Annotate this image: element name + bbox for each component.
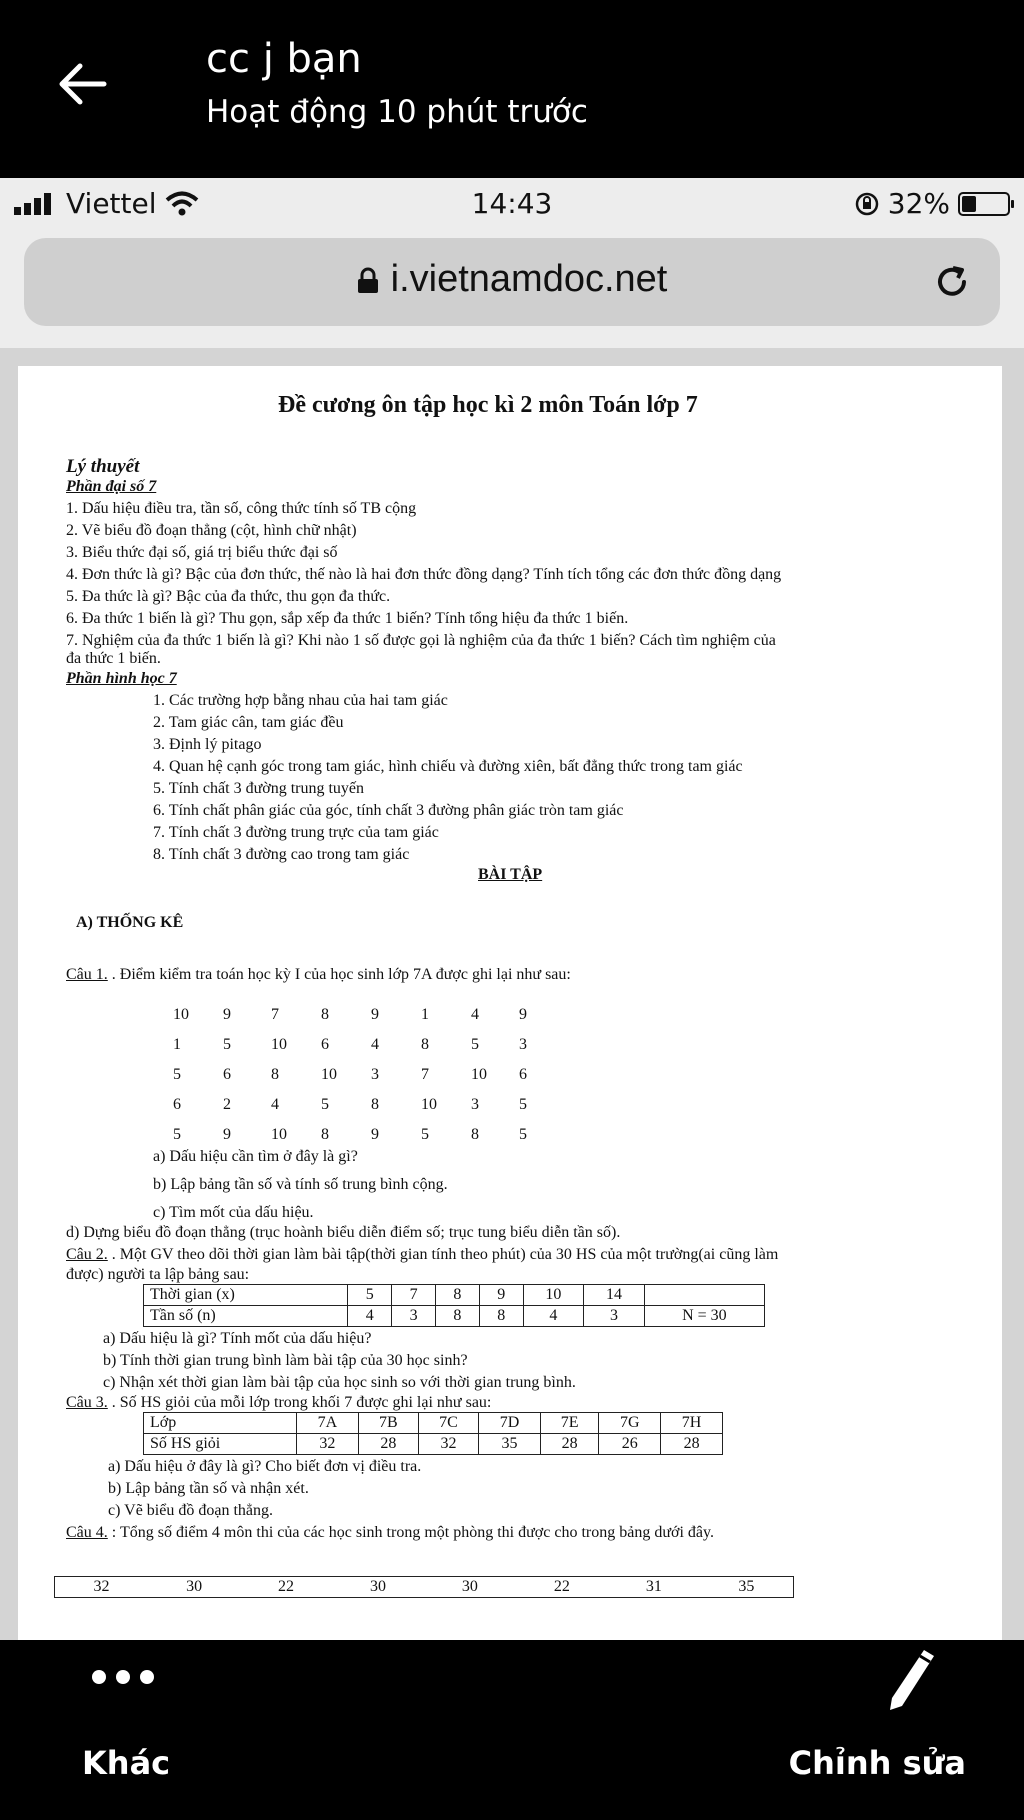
question-part: b) Tính thời gian trung bình làm bài tập của 30 học sinh? — [103, 1352, 468, 1369]
activity-time: Hoạt động 10 phút trước — [206, 94, 588, 130]
question-label: Câu 3. — [66, 1394, 108, 1411]
battery-icon — [958, 192, 1010, 216]
story-author: cc j bạn — [206, 36, 362, 82]
algebra-heading: Phần đại số 7 — [66, 478, 157, 495]
score-cell: 5 — [421, 1126, 429, 1143]
question-part: b) Lập bảng tần số và nhận xét. — [108, 1480, 309, 1497]
time-frequency-table — [143, 1284, 765, 1327]
table-cell: 7B — [358, 1413, 418, 1434]
table-cell: 26 — [599, 1434, 661, 1455]
geometry-heading: Phần hình học 7 — [66, 670, 177, 687]
question-part: c) Tìm mốt của dấu hiệu. — [153, 1204, 314, 1221]
question-4 — [66, 1524, 714, 1542]
score-cell: 3 — [471, 1096, 479, 1113]
list-item: 6. Đa thức 1 biến là gì? Thu gọn, sắp xếp đa thức 1 biến? Tính tổng hiệu đa thức 1 biến. — [66, 610, 629, 627]
battery-info — [854, 187, 1010, 220]
carrier-name: Viettel — [66, 187, 157, 220]
score-cell: 3 — [371, 1066, 379, 1083]
question-part: a) Dấu hiệu cần tìm ở đây là gì? — [153, 1148, 358, 1165]
table-cell: 22 — [516, 1577, 608, 1598]
bottom-action-bar — [0, 1640, 1024, 1820]
score-cell: 1 — [421, 1006, 429, 1023]
table-cell: 4 — [523, 1306, 584, 1327]
table-cell: Lớp — [144, 1413, 297, 1434]
edit-button[interactable]: Chỉnh sửa — [788, 1744, 966, 1782]
list-item: 2. Tam giác cân, tam giác đều — [153, 714, 344, 731]
score-cell: 10 — [271, 1036, 287, 1053]
table-cell: 7G — [599, 1413, 661, 1434]
browser-toolbar — [0, 230, 1024, 348]
table-cell: 8 — [436, 1306, 480, 1327]
question-text-continued: được) người ta lập bảng sau: — [66, 1266, 250, 1283]
question-text: . Một GV theo dõi thời gian làm bài tập(thời gian tính theo phút) của 30 HS của một trường(ai cũng làm — [107, 1246, 779, 1263]
table-cell: 8 — [479, 1306, 523, 1327]
list-item: 5. Đa thức là gì? Bậc của đa thức, thu gọn đa thức. — [66, 588, 391, 605]
table-cell: 5 — [348, 1285, 392, 1306]
list-item: 6. Tính chất phân giác của góc, tính chất 3 đường phân giác tròn tam giác — [153, 802, 624, 819]
table-cell: 35 — [479, 1434, 541, 1455]
question-text: : Tổng số điểm 4 môn thi của các học sinh trong một phòng thi được cho trong bảng dưới đây. — [107, 1524, 714, 1541]
score-cell: 10 — [421, 1096, 437, 1113]
score-cell: 6 — [519, 1066, 527, 1083]
section-heading: A) THỐNG KÊ — [76, 914, 184, 931]
table-cell: N = 30 — [644, 1306, 764, 1327]
score-cell: 10 — [471, 1066, 487, 1083]
score-cell: 8 — [471, 1126, 479, 1143]
score-cell: 9 — [371, 1126, 379, 1143]
list-item: 4. Đơn thức là gì? Bậc của đơn thức, thế nào là hai đơn thức đồng dạng? Tính tích tổng các đơn thức đồng dạng — [66, 566, 782, 583]
table-cell: 28 — [661, 1434, 723, 1455]
score-cell: 10 — [321, 1066, 337, 1083]
table-cell: 32 — [55, 1577, 149, 1598]
url-text: i.vietnamdoc.net — [390, 258, 668, 300]
score-cell: 9 — [371, 1006, 379, 1023]
score-cell: 8 — [421, 1036, 429, 1053]
question-3 — [66, 1394, 491, 1412]
reload-icon[interactable] — [932, 262, 972, 302]
list-item: 4. Quan hệ cạnh góc trong tam giác, hình chiếu và đường xiên, bất đẳng thức trong tam giác — [153, 758, 743, 775]
list-item: 3. Định lý pitago — [153, 736, 262, 753]
score-cell: 4 — [371, 1036, 379, 1053]
score-cell: 10 — [271, 1126, 287, 1143]
battery-percent: 32% — [887, 187, 950, 220]
table-row — [55, 1577, 794, 1598]
question-part: a) Dấu hiệu ở đây là gì? Cho biết đơn vị điều tra. — [108, 1458, 422, 1475]
score-cell: 5 — [173, 1066, 181, 1083]
score-cell: 5 — [471, 1036, 479, 1053]
status-bar — [0, 178, 1024, 230]
table-row — [144, 1413, 723, 1434]
list-item: 1. Dấu hiệu điều tra, tần số, công thức tính số TB cộng — [66, 500, 417, 517]
table-cell: 8 — [436, 1285, 480, 1306]
question-part: c) Vẽ biểu đồ đoạn thẳng. — [108, 1502, 273, 1519]
question-label: Câu 1. — [66, 966, 108, 983]
score-cell: 4 — [271, 1096, 279, 1113]
table-cell: 10 — [523, 1285, 584, 1306]
table-cell: 7D — [479, 1413, 541, 1434]
score-cell: 9 — [519, 1006, 527, 1023]
list-item: 5. Tính chất 3 đường trung tuyến — [153, 780, 365, 797]
address-bar[interactable] — [24, 238, 1000, 326]
table-row — [144, 1306, 765, 1327]
more-options-icon[interactable] — [92, 1670, 154, 1684]
more-button[interactable]: Khác — [82, 1744, 171, 1782]
question-part: c) Nhận xét thời gian làm bài tập của học sinh so với thời gian trung bình. — [103, 1374, 576, 1391]
score-cell: 5 — [519, 1126, 527, 1143]
question-part: d) Dựng biểu đồ đoạn thẳng (trục hoành biểu diễn điểm số; trục tung biểu diễn tần số). — [66, 1224, 621, 1241]
document-viewer[interactable] — [0, 348, 1024, 1640]
question-label: Câu 4. — [66, 1524, 108, 1541]
exercises-heading: BÀI TẬP — [478, 866, 543, 883]
question-1 — [66, 966, 571, 984]
table-cell: 3 — [392, 1306, 436, 1327]
score-cell: 9 — [223, 1006, 231, 1023]
score-cell: 10 — [173, 1006, 189, 1023]
score-cell: 2 — [223, 1096, 231, 1113]
back-arrow-icon[interactable] — [56, 58, 108, 110]
score-cell: 5 — [519, 1096, 527, 1113]
table-cell: 22 — [240, 1577, 332, 1598]
score-cell: 6 — [173, 1096, 181, 1113]
score-cell: 5 — [223, 1036, 231, 1053]
list-item: 8. Tính chất 3 đường cao trong tam giác — [153, 846, 410, 863]
table-cell: 7E — [540, 1413, 598, 1434]
question-2 — [66, 1246, 778, 1264]
list-item: 2. Vẽ biểu đồ đoạn thẳng (cột, hình chữ nhật) — [66, 522, 357, 539]
score-cell: 1 — [173, 1036, 181, 1053]
table-cell: Tần số (n) — [144, 1306, 348, 1327]
good-students-table — [143, 1412, 723, 1455]
list-item: 7. Tính chất 3 đường trung trực của tam giác — [153, 824, 439, 841]
table-row — [144, 1434, 723, 1455]
score-cell: 4 — [471, 1006, 479, 1023]
document-page — [18, 366, 1002, 1640]
score-cell: 7 — [421, 1066, 429, 1083]
orientation-lock-icon — [854, 191, 880, 217]
score-cell: 9 — [223, 1126, 231, 1143]
table-cell: 7H — [661, 1413, 723, 1434]
table-cell: Số HS giỏi — [144, 1434, 297, 1455]
table-cell: 7A — [297, 1413, 359, 1434]
question-text: . Điểm kiểm tra toán học kỳ I của học sinh lớp 7A được ghi lại như sau: — [107, 966, 571, 983]
list-item: đa thức 1 biến. — [66, 650, 161, 667]
score-cell: 8 — [321, 1126, 329, 1143]
table-cell: Thời gian (x) — [144, 1285, 348, 1306]
score-cell: 5 — [321, 1096, 329, 1113]
pencil-icon[interactable] — [880, 1644, 940, 1714]
list-item: 7. Nghiệm của đa thức 1 biến là gì? Khi nào 1 số được gọi là nghiệm của đa thức 1 biến? Cách tìm nghiệm của — [66, 632, 776, 649]
score-cell: 8 — [371, 1096, 379, 1113]
question-text: . Số HS giỏi của mỗi lớp trong khối 7 được ghi lại như sau: — [107, 1394, 492, 1411]
table-cell: 7C — [418, 1413, 478, 1434]
question-label: Câu 2. — [66, 1246, 108, 1263]
table-cell: 9 — [479, 1285, 523, 1306]
score-cell: 7 — [271, 1006, 279, 1023]
table-cell — [644, 1285, 764, 1306]
question-part: b) Lập bảng tần số và tính số trung bình cộng. — [153, 1176, 448, 1193]
score-cell: 5 — [173, 1126, 181, 1143]
theory-heading: Lý thuyết — [66, 456, 140, 477]
score-cell: 8 — [271, 1066, 279, 1083]
score-cell: 6 — [223, 1066, 231, 1083]
clock: 14:43 — [471, 187, 553, 220]
list-item: 1. Các trường hợp bằng nhau của hai tam giác — [153, 692, 448, 709]
table-cell: 28 — [358, 1434, 418, 1455]
table-cell: 31 — [608, 1577, 700, 1598]
table-cell: 32 — [297, 1434, 359, 1455]
table-cell: 30 — [424, 1577, 516, 1598]
app-header — [0, 0, 1024, 178]
table-cell: 35 — [700, 1577, 794, 1598]
table-cell: 7 — [392, 1285, 436, 1306]
score-cell: 6 — [321, 1036, 329, 1053]
table-row — [144, 1285, 765, 1306]
score-cell: 8 — [321, 1006, 329, 1023]
table-cell: 14 — [584, 1285, 645, 1306]
table-cell: 4 — [348, 1306, 392, 1327]
document-title: Đề cương ôn tập học kì 2 môn Toán lớp 7 — [278, 392, 698, 418]
list-item: 3. Biểu thức đại số, giá trị biểu thức đại số — [66, 544, 338, 561]
lock-icon — [357, 267, 379, 293]
table-cell: 30 — [148, 1577, 240, 1598]
score-cell: 3 — [519, 1036, 527, 1053]
table-cell: 32 — [418, 1434, 478, 1455]
table-cell: 3 — [584, 1306, 645, 1327]
table-cell: 30 — [332, 1577, 424, 1598]
table-cell: 28 — [540, 1434, 598, 1455]
shared-screenshot — [0, 178, 1024, 1640]
question-part: a) Dấu hiệu là gì? Tính mốt của dấu hiệu? — [103, 1330, 372, 1347]
total-scores-table — [54, 1576, 794, 1598]
